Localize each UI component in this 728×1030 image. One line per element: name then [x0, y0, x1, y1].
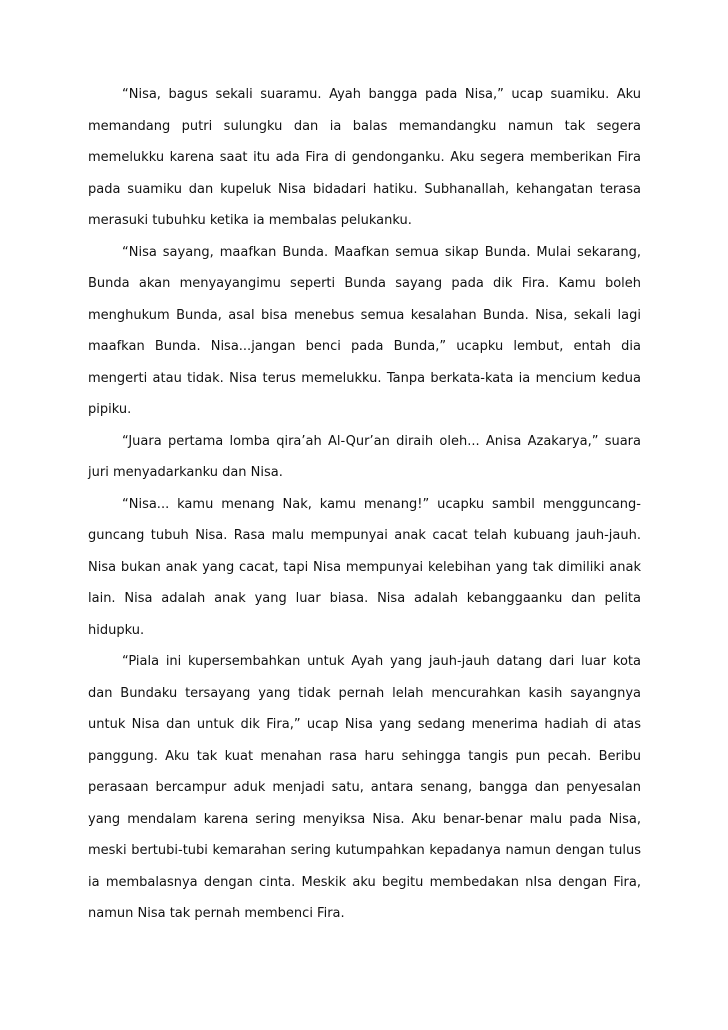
paragraph: “Juara pertama lomba qira’ah Al-Qur’an diraih oleh... Anisa Azakarya,” suara juri menyadarkanku dan Nisa.	[88, 433, 641, 480]
paragraph: “Nisa sayang, maafkan Bunda. Maafkan semua sikap Bunda. Mulai sekarang, Bunda akan menyayangimu seperti Bunda sayang pada dik Fira. Kamu boleh menghukum Bunda, asal bisa menebus semua kesalahan Bunda. Nisa, sekali lagi maafkan Bunda. Nisa...jangan benci pada Bunda,” ucapku lembut, entah dia mengerti atau tidak. Nisa terus memelukku. Tanpa berkata-kata ia mencium kedua pipiku.	[88, 244, 641, 417]
document-page	[88, 79, 641, 930]
paragraph: “Piala ini kupersembahkan untuk Ayah yang jauh-jauh datang dari luar kota dan Bundaku tersayang yang tidak pernah lelah mencurahkan kasih sayangnya untuk Nisa dan untuk dik Fira,” ucap Nisa yang sedang menerima hadiah di atas panggung. Aku tak kuat menahan rasa haru sehingga tangis pun pecah. Beribu perasaan bercampur aduk menjadi satu, antara senang, bangga dan penyesalan yang mendalam karena sering menyiksa Nisa. Aku benar-benar malu pada Nisa, meski bertubi-tubi kemarahan sering kutumpahkan kepadanya namun dengan tulus ia membalasnya dengan cinta. Meskik aku begitu membedakan nIsa dengan Fira, namun Nisa tak pernah membenci Fira.	[88, 654, 641, 921]
paragraph: “Nisa, bagus sekali suaramu. Ayah bangga pada Nisa,” ucap suamiku. Aku memandang putri sulungku dan ia balas memandangku namun tak segera memelukku karena saat itu ada Fira di gendonganku. Aku segera memberikan Fira pada suamiku dan kupeluk Nisa bidadari hatiku. Subhanallah, kehangatan terasa merasuki tubuhku ketika ia membalas pelukanku.	[88, 87, 641, 228]
paragraph: “Nisa... kamu menang Nak, kamu menang!” ucapku sambil mengguncang-guncang tubuh Nisa. Rasa malu mempunyai anak cacat telah kubuang jauh-jauh. Nisa bukan anak yang cacat, tapi Nisa mempunyai kelebihan yang tak dimiliki anak lain. Nisa adalah anak yang luar biasa. Nisa adalah kebanggaanku dan pelita hidupku.	[88, 496, 641, 638]
